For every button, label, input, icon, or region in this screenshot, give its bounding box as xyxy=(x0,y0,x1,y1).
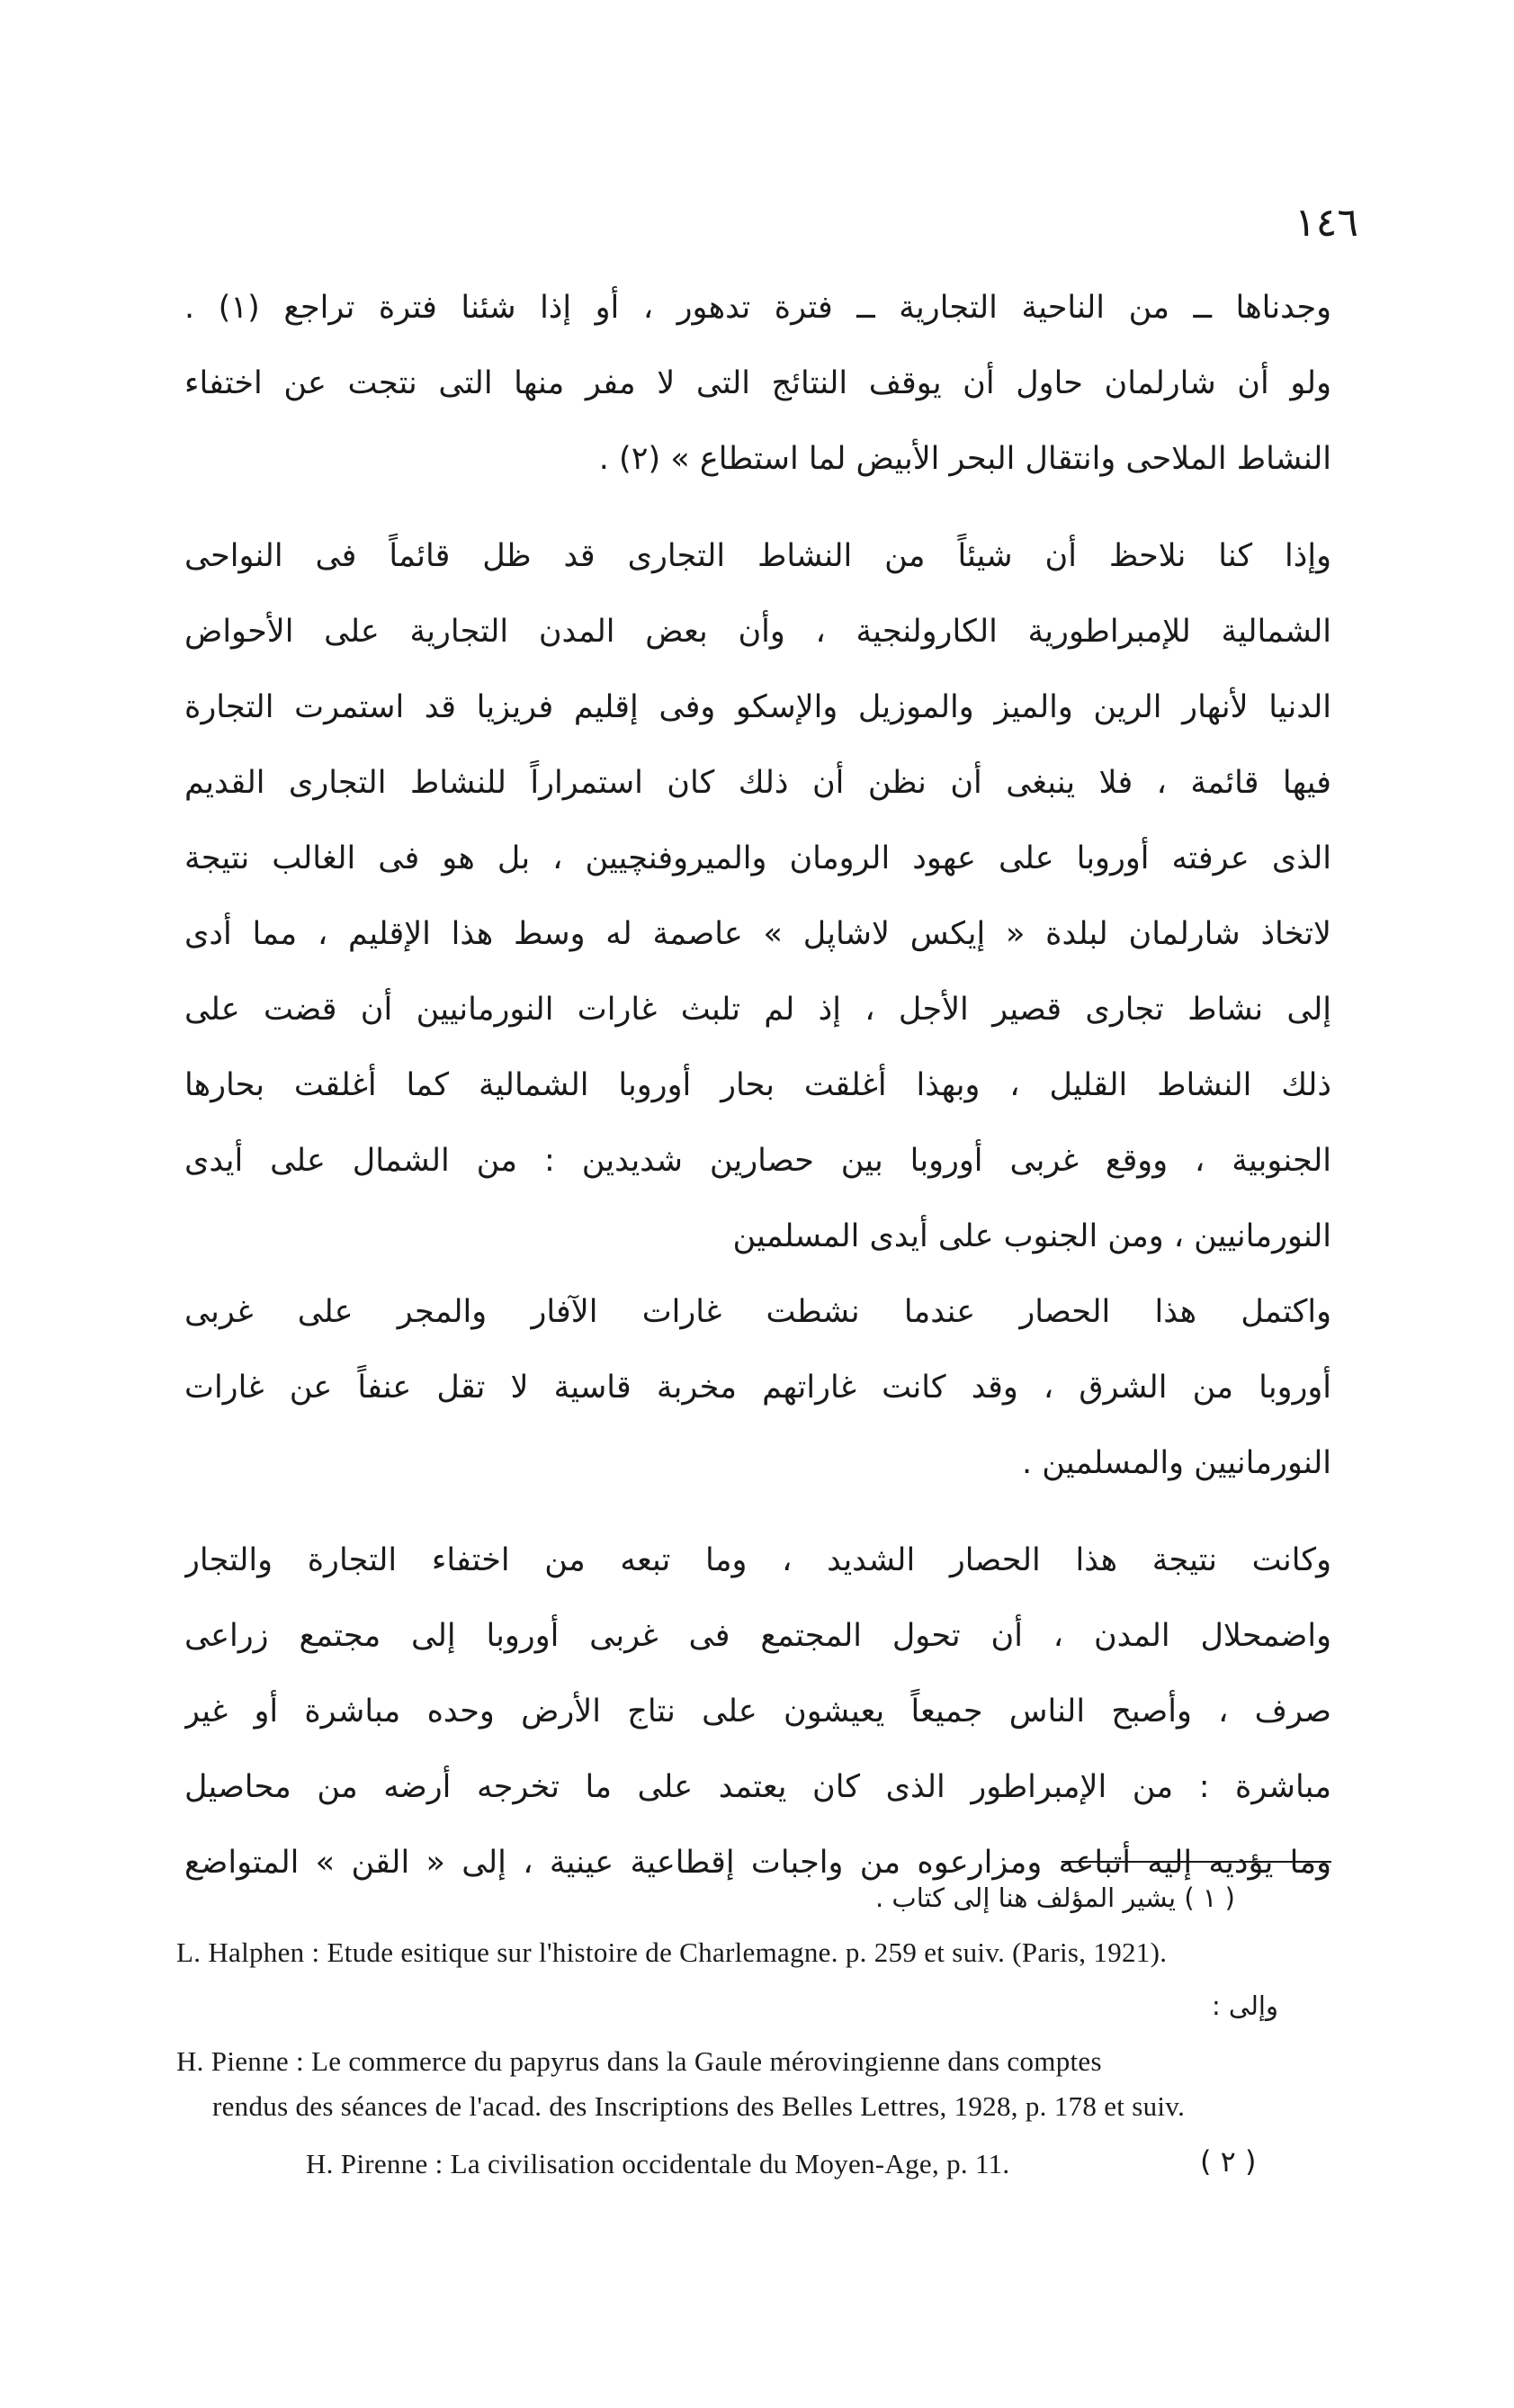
text-line: مباشرة : من الإمبراطور الذى كان يعتمد على ما تخرجه أرضه من محاصيل xyxy=(184,1769,1331,1805)
footnote-1-arabic: ( ١ ) يشير المؤلف هنا إلى كتاب . xyxy=(874,1882,1235,1913)
text-line: إلى نشاط تجارى قصير الأجل ، إذ لم تلبث غارات النورمانيين أن قضت على xyxy=(184,992,1331,1028)
text-line: النورمانيين ، ومن الجنوب على أيدى المسلمين xyxy=(732,1218,1331,1254)
text-line: ذلك النشاط القليل ، وبهذا أغلقت بحار أوروبا الشمالية كما أغلقت بحارها xyxy=(184,1067,1331,1103)
body-text xyxy=(184,270,1331,1900)
footnote-pienne-citation-line-1: H. Pienne : Le commerce du papyrus dans la Gaule mérovingienne dans comptes xyxy=(176,2045,1102,2077)
page-number: ١٤٦ xyxy=(1295,200,1358,246)
text-line: واكتمل هذا الحصار عندما نشطت غارات الآفار والمجر على غربى xyxy=(184,1294,1331,1330)
text-line: أوروبا من الشرق ، وقد كانت غاراتهم مخربة قاسية لا تقل عنفاً عن غارات xyxy=(184,1370,1331,1406)
text-line: الذى عرفته أوروبا على عهود الرومان والميروفنچيين ، بل هو فى الغالب نتيجة xyxy=(184,840,1331,876)
text-line: الجنوبية ، ووقع غربى أوروبا بين حصارين شديدين : من الشمال على أيدى xyxy=(184,1143,1331,1179)
text-line: الدنيا لأنهار الرين والميز والموزيل والإسكو وفى إقليم فريزيا قد استمرت التجارة xyxy=(184,689,1331,725)
paragraph-gap xyxy=(184,497,1331,518)
text-line: وما يؤديه إليه أتباعه ومزارعوه من واجبات إقطاعية عينية ، إلى « القن » المتواضع xyxy=(184,1845,1331,1881)
footnote-2-marker: ( ٢ ) xyxy=(1200,2144,1257,2179)
text-line: النشاط الملاحى وانتقال البحر الأبيض لما استطاع » (٢) . xyxy=(598,441,1331,477)
paragraph-gap xyxy=(184,1501,1331,1523)
text-line: الشمالية للإمبراطورية الكارولنجية ، وأن بعض المدن التجارية على الأحواض xyxy=(184,614,1331,650)
footnote-and-arabic: وإلى : xyxy=(1211,1990,1278,2021)
text-line: لاتخاذ شارلمان لبلدة « إيكس لاشاپل » عاصمة له وسط هذا الإقليم ، مما أدى xyxy=(184,916,1331,952)
text-line: ولو أن شارلمان حاول أن يوقف النتائج التى لا مفر منها التى نتجت عن اختفاء xyxy=(184,365,1331,401)
footnote-halphen-citation: L. Halphen : Etude esitique sur l'histoire de Charlemagne. p. 259 et suiv. (Paris, 1921). xyxy=(176,1936,1168,1968)
footnote-divider xyxy=(1062,1861,1331,1863)
text-line: وكانت نتيجة هذا الحصار الشديد ، وما تبعه من اختفاء التجارة والتجار xyxy=(184,1542,1331,1578)
text-line: فيها قائمة ، فلا ينبغى أن نظن أن ذلك كان استمراراً للنشاط التجارى القديم xyxy=(184,765,1331,801)
text-line: وجدناها ــ من الناحية التجارية ــ فترة تدهور ، أو إذا شئنا فترة تراجع (١) . xyxy=(184,290,1331,326)
footnote-pirenne-citation: H. Pirenne : La civilisation occidentale du Moyen-Age, p. 11. xyxy=(306,2148,1010,2179)
text-line: واضمحلال المدن ، أن تحول المجتمع فى غربى أوروبا إلى مجتمع زراعى xyxy=(184,1618,1331,1654)
text-line: وإذا كنا نلاحظ أن شيئاً من النشاط التجارى قد ظل قائماً فى النواحى xyxy=(184,538,1331,574)
text-line: النورمانيين والمسلمين . xyxy=(1021,1445,1331,1481)
text-line: صرف ، وأصبح الناس جميعاً يعيشون على نتاج الأرض وحده مباشرة أو غير xyxy=(184,1694,1331,1730)
footnote-pienne-citation-line-2: rendus des séances de l'acad. des Inscriptions des Belles Lettres, 1928, p. 178 et suiv. xyxy=(212,2090,1186,2122)
